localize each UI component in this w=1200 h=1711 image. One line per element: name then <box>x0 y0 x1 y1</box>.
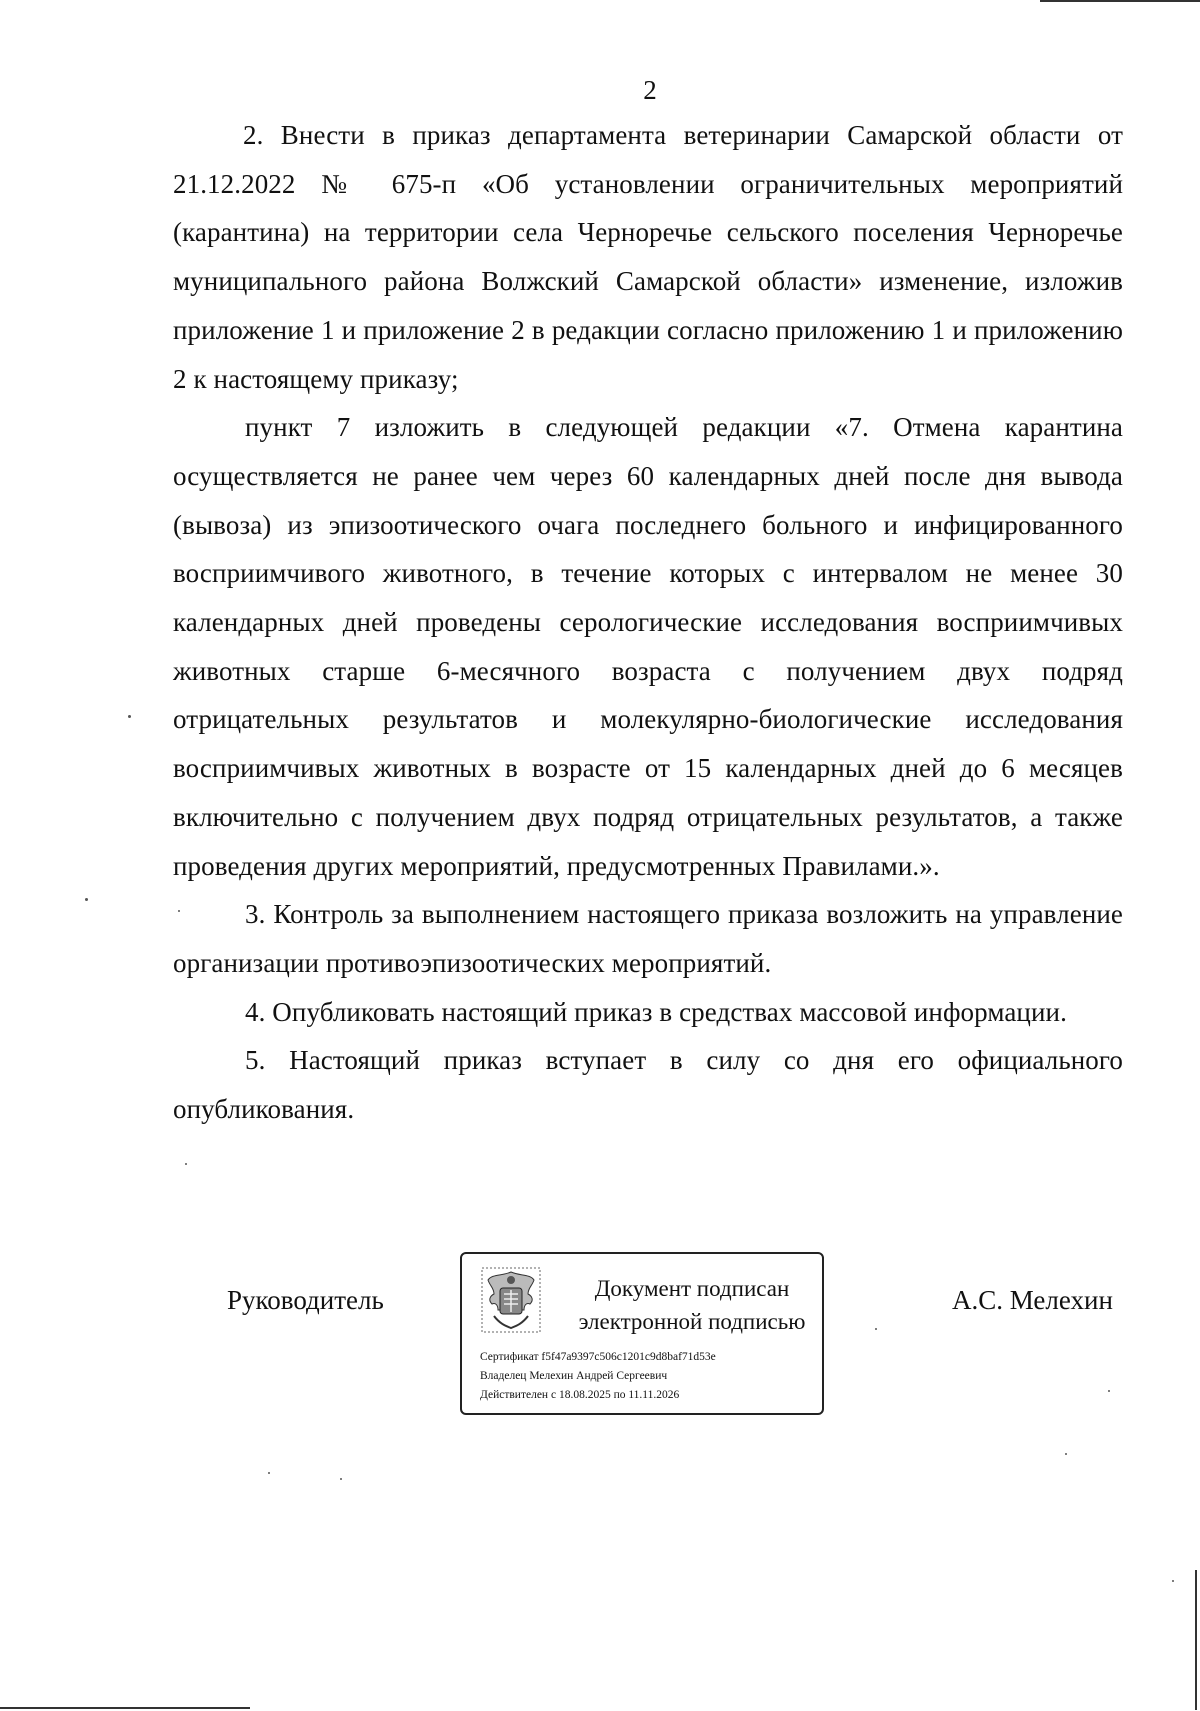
page-number: 2 <box>643 75 657 105</box>
scan-speck <box>185 1163 187 1165</box>
paragraph-item-2: 2. Внести в приказ департамента ветеринарии Самарской области от 21.12.2022 № 675-п «Об установлении ограничительных мероприятий (карантина) на территории села Черноречье сельского поселения Черноречье муниципального района Волжский Самарской области» изменение, изложив приложение 1 и приложение 2 в редакции согласно приложению 1 и приложению 2 к настоящему приказу; <box>173 120 1123 394</box>
scan-speck <box>1108 1390 1110 1392</box>
bottom-left-edge-line <box>0 1707 250 1709</box>
paragraph-item-7: пункт 7 изложить в следующей редакции «7. Отмена карантина осуществляется не ранее чем через 60 календарных дней после дня вывода (вывоза) из эпизоотического очага последнего больного и инфицированного восприимчивого животного, в течение которых с интервалом не менее 30 календарных дней проведены серологические исследования восприимчивых животных старше 6-месячного возраста с получением двух подряд отрицательных результатов и молекулярно-биологические исследования восприимчивых животных в возрасте от 15 календарных дней до 6 месяцев включительно с получением двух подряд отрицательных результатов, а также проведения других мероприятий, предусмотренных Правилами.». <box>173 412 1123 881</box>
scan-speck <box>178 910 180 912</box>
stamp-validity: Действителен с 18.08.2025 по 11.11.2026 <box>480 1389 680 1401</box>
scan-speck <box>875 1328 877 1330</box>
paragraph-item-4: 4. Опубликовать настоящий приказ в средствах массовой информации. <box>245 996 1067 1027</box>
scan-speck <box>268 1472 270 1474</box>
electronic-signature-stamp <box>460 1252 824 1415</box>
signature-block <box>0 1250 1200 1420</box>
signer-name: А.С. Мелехин <box>952 1285 1113 1315</box>
stamp-title-line-2: электронной подписью <box>578 1309 806 1334</box>
paragraph-item-5: 5. Настоящий приказ вступает в силу со дня его официального опубликования. <box>173 1045 1123 1125</box>
scan-speck <box>340 1478 342 1480</box>
stamp-certificate: Сертификат f5f47a9397c506c1201c9d8baf71d53e <box>480 1351 716 1363</box>
bottom-right-edge-line <box>1195 1570 1197 1710</box>
stamp-title <box>562 1272 822 1338</box>
scan-speck <box>128 715 131 718</box>
scan-speck <box>1172 1580 1174 1582</box>
signer-position: Руководитель <box>227 1285 384 1315</box>
stamp-owner: Владелец Мелехин Андрей Сергеевич <box>480 1370 668 1382</box>
scan-speck <box>1065 1453 1067 1455</box>
coat-of-arms-icon <box>480 1266 542 1334</box>
document-body <box>173 111 1123 1134</box>
stamp-details <box>480 1348 820 1405</box>
scan-speck <box>85 898 88 901</box>
stamp-title-line-1: Документ подписан <box>594 1276 790 1301</box>
top-right-edge-line <box>1040 0 1200 2</box>
paragraph-item-3: 3. Контроль за выполнением настоящего приказа возложить на управление организации противоэпизоотических мероприятий. <box>173 899 1123 978</box>
